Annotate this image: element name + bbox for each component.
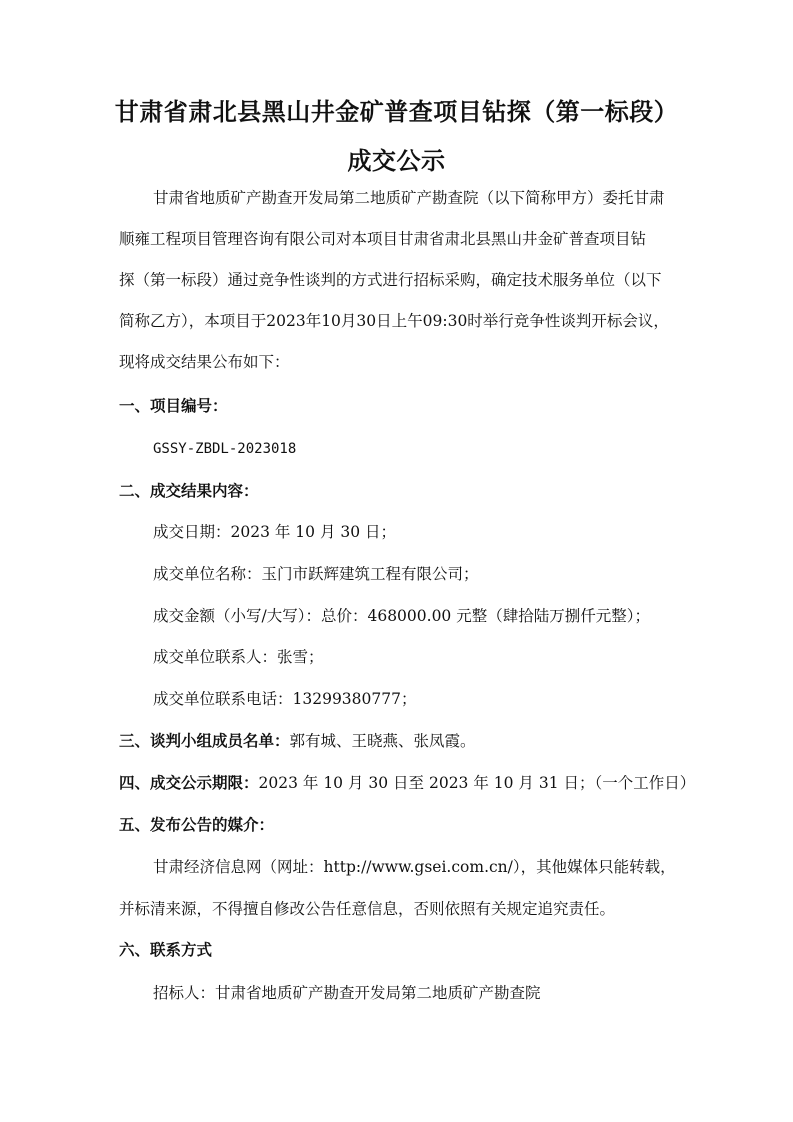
intro-line-1: 甘肃省地质矿产勘查开发局第二地质矿产勘查院（以下简称甲方）委托甘肃 xyxy=(153,189,665,207)
section-1-heading: 一、项目编号： xyxy=(119,397,228,415)
section-3-heading: 三、谈判小组成员名单： xyxy=(119,732,290,750)
section-3 xyxy=(119,731,679,751)
intro-line-2: 顺雍工程项目管理咨询有限公司对本项目甘肃省肃北县黑山井金矿普查项目钻 xyxy=(119,230,647,248)
deal-contact: 成交单位联系人：张雪； xyxy=(153,648,324,666)
section-5-heading: 五、发布公告的媒介： xyxy=(119,816,275,834)
intro-line-3: 探（第一标段）通过竞争性谈判的方式进行招标采购，确定技术服务单位（以下 xyxy=(119,271,662,289)
section-6-heading: 六、联系方式 xyxy=(119,941,213,959)
document-title: 甘肃省肃北县黑山井金矿普查项目钻探（第一标段） xyxy=(114,98,679,126)
section-2-heading: 二、成交结果内容： xyxy=(119,482,259,500)
deal-phone: 成交单位联系电话：13299380777； xyxy=(153,690,417,708)
panel-members: 郭有城、王晓燕、张凤霞。 xyxy=(289,732,476,750)
document-subtitle: 成交公示 xyxy=(347,147,446,175)
section-4-heading: 四、成交公示期限： xyxy=(119,774,259,792)
project-number: GSSY-ZBDL-2023018 xyxy=(153,441,297,457)
deal-amount: 成交金额（小写/大写）：总价：468000.00 元整（肆拾陆万捌仟元整）； xyxy=(153,607,650,625)
intro-line-5: 现将成交结果公布如下： xyxy=(119,353,290,371)
media-line-2: 并标清来源，不得擅自修改公告任意信息，否则依照有关规定追究责任。 xyxy=(119,900,616,918)
intro-line-4: 简称乙方），本项目于2023年10月30日上午09:30时举行竞争性谈判开标会议， xyxy=(119,312,669,330)
tenderer-line: 招标人：甘肃省地质矿产勘查开发局第二地质矿产勘查院 xyxy=(153,984,541,1002)
section-4 xyxy=(119,773,696,793)
media-line-1: 甘肃经济信息网（网址：http://www.gsei.com.cn/），其他媒体只能转载， xyxy=(153,858,676,876)
deal-date: 成交日期：2023 年 10 月 30 日； xyxy=(153,523,397,541)
deal-company: 成交单位名称：玉门市跃辉建筑工程有限公司； xyxy=(153,565,479,583)
publicity-period: 2023 年 10 月 30 日至 2023 年 10 月 31 日；（一个工作日） xyxy=(258,774,696,792)
